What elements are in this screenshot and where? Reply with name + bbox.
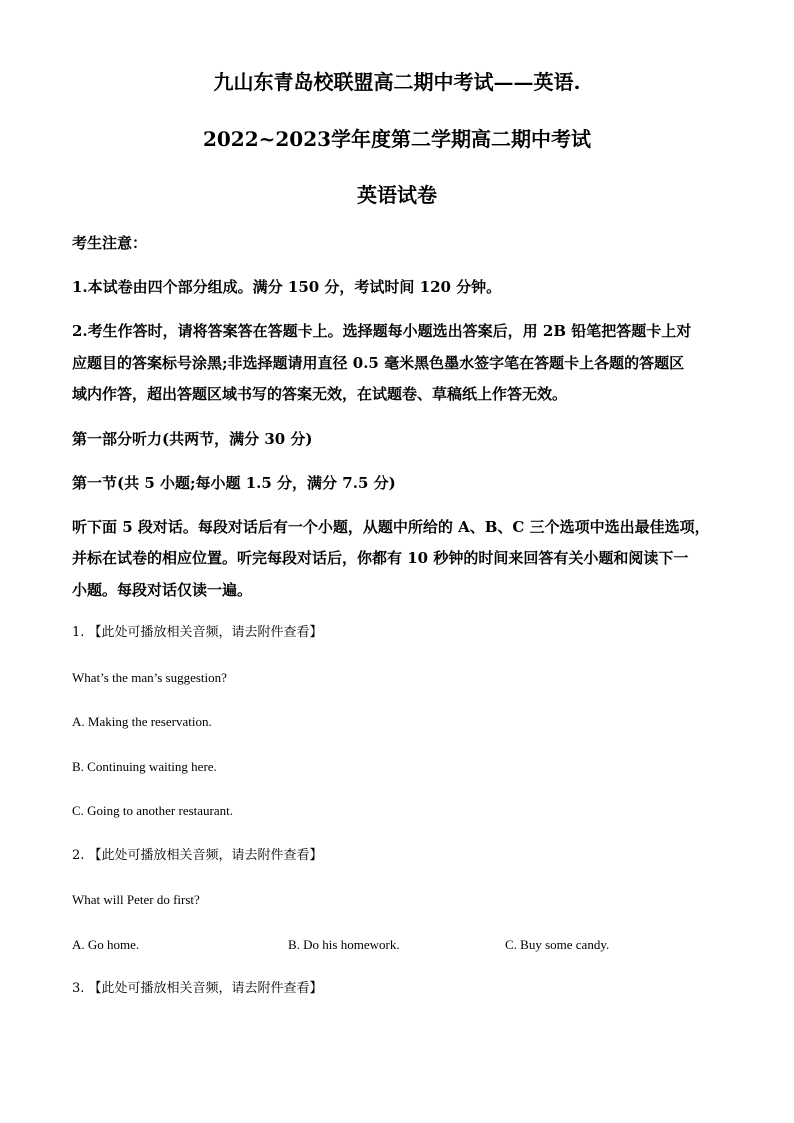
question-1-option-b: B. Continuing waiting here. bbox=[72, 759, 217, 774]
exam-subtitle: 2022~2023学年度第二学期高二期中考试 bbox=[202, 127, 592, 151]
section1-heading: 第一节(共 5 小题;每小题 1.5 分，满分 7.5 分) bbox=[72, 474, 396, 492]
notice-item-2-line-3: 域内作答，超出答题区域书写的答案无效，在试题卷、草稿纸上作答无效。 bbox=[72, 385, 568, 403]
question-2-label: 2. 【此处可播放相关音频，请去附件查看】 bbox=[72, 848, 323, 863]
notice-item-2-line-1: 2.考生作答时，请将答案答在答题卡上。选择题每小题选出答案后，用 2B 铅笔把答题卡上对 bbox=[72, 322, 692, 340]
instructions-line-3: 小题。每段对话仅读一遍。 bbox=[72, 581, 253, 599]
part1-heading: 第一部分听力(共两节，满分 30 分) bbox=[72, 430, 313, 448]
notice-item-2-line-2: 应题目的答案标号涂黑;非选择题请用直径 0.5 毫米黑色墨水签字笔在答题卡上各题的答题区 bbox=[72, 354, 685, 372]
question-3-label: 3. 【此处可播放相关音频，请去附件查看】 bbox=[72, 981, 323, 996]
paper-name: 英语试卷 bbox=[357, 183, 437, 207]
notice-item-1: 1.本试卷由四个部分组成。满分 150 分，考试时间 120 分钟。 bbox=[72, 278, 502, 296]
question-2-option-c: C. Buy some candy. bbox=[505, 937, 610, 952]
exam-title: 九山东青岛校联盟高二期中考试——英语. bbox=[213, 70, 581, 94]
question-1-label: 1. 【此处可播放相关音频，请去附件查看】 bbox=[72, 625, 323, 640]
question-1-option-a: A. Making the reservation. bbox=[72, 714, 212, 729]
instructions-line-1: 听下面 5 段对话。每段对话后有一个小题，从题中所给的 A、B、C 三个选项中选出最佳选项， bbox=[72, 518, 710, 536]
question-2-option-a: A. Go home. bbox=[72, 937, 140, 952]
question-2-option-b: B. Do his homework. bbox=[288, 937, 400, 952]
notice-heading: 考生注意： bbox=[72, 234, 148, 252]
question-1-stem: What’s the man’s suggestion? bbox=[72, 670, 227, 685]
instructions-line-2: 并标在试卷的相应位置。听完每段对话后，你都有 10 秒钟的时间来回答有关小题和阅读下一 bbox=[72, 549, 689, 567]
question-2-stem: What will Peter do first? bbox=[72, 892, 200, 907]
question-1-option-c: C. Going to another restaurant. bbox=[72, 803, 234, 818]
